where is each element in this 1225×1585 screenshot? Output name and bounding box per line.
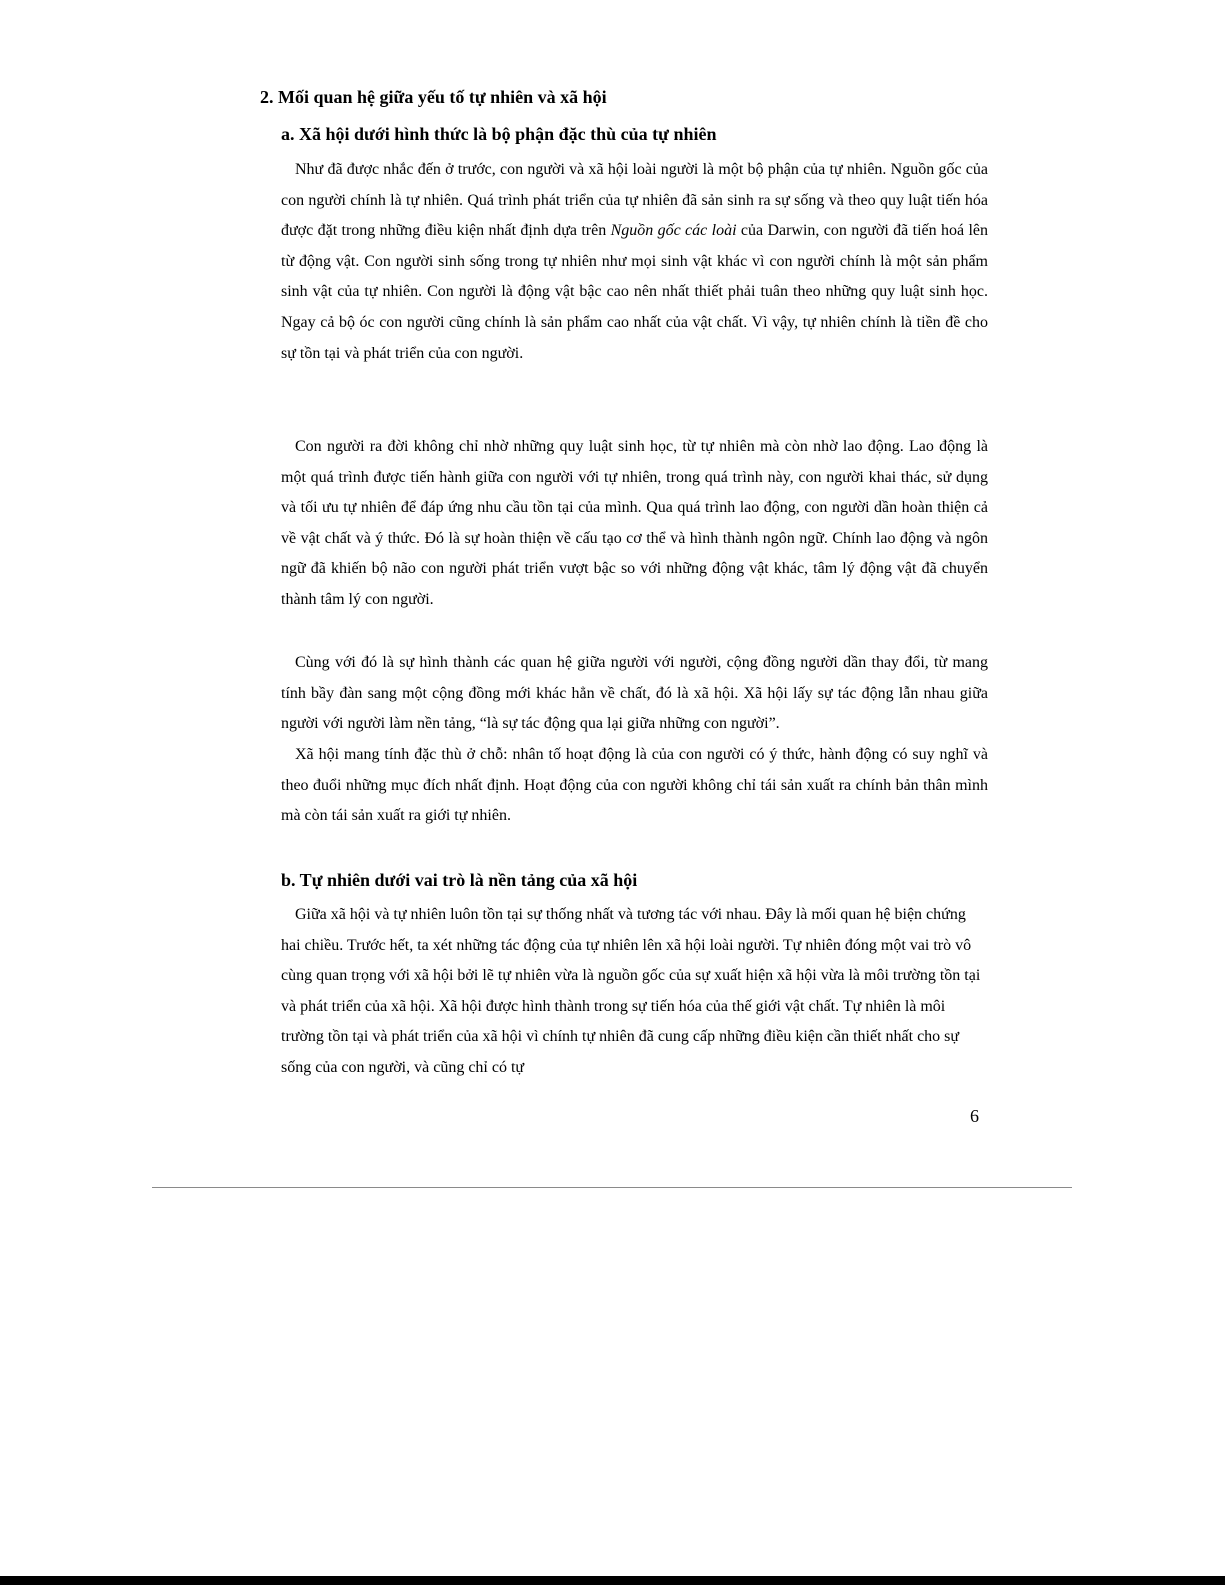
paragraph-5: Giữa xã hội và tự nhiên luôn tồn tại sự thống nhất và tương tác với nhau. Đây là mối quan hệ biện chứng hai chiều. Trước hết, ta xét những tác động của tự nhiên lên xã hội loài người. Tự nhiên đóng một vai trò vô cùng quan trọng với xã hội bởi lẽ tự nhiên vừa là nguồn gốc của sự xuất hiện xã hội vừa là môi trường tồn tại và phát triển của xã hội. Xã hội được hình thành trong sự tiến hóa của thế giới vật chất. Tự nhiên là môi trường tồn tại và phát triển của xã hội vì chính tự nhiên đã cung cấp những điều kiện cần thiết nhất cho sự sống của con người, và cũng chỉ có tự — [281, 906, 981, 1076]
paragraph-1 — [281, 155, 988, 369]
paragraph-3: Cùng với đó là sự hình thành các quan hệ giữa người với người, cộng đồng người dần thay đổi, từ mang tính bầy đàn sang một cộng đồng mới khác hẳn về chất, đó là xã hội. Xã hội lấy sự tác động lẫn nhau giữa người với người làm nền tảng, “là sự tác động qua lại giữa những con người”. — [281, 654, 988, 733]
page-break-divider — [152, 1187, 1072, 1188]
book-title-italic: Nguồn gốc các loài — [610, 222, 737, 240]
paragraph-1-text-end: của Darwin, con người đã tiến hoá lên từ động vật. Con người sinh sống trong tự nhiên như mọi sinh vật khác vì con người chính là một sản phẩm sinh vật của tự nhiên. Con người là động vật bậc cao nên nhất thiết phải tuân theo những quy luật sinh học. Ngay cả bộ óc con người cũng chính là sản phẩm cao nhất của vật chất. Vì vậy, tự nhiên chính là tiền đề cho sự tồn tại và phát triển của con người. — [281, 222, 988, 362]
paragraph-1-text-start: Như đã được nhắc đến ở trước, con người và xã hội loài người là một bộ phận của tự nhiên. Nguồn gốc của con người chính là tự nhiên. Quá trình phát triển của tự nhiên đã sản sinh ra sự sống và theo quy luật tiến hóa được đặt trong những điều kiện nhất định dựa trên — [281, 161, 988, 240]
paragraph-2: Con người ra đời không chỉ nhờ những quy luật sinh học, từ tự nhiên mà còn nhờ lao động. Lao động là một quá trình được tiến hành giữa con người với tự nhiên, trong quá trình này, con người khai thác, sử dụng và tối ưu tự nhiên để đáp ứng nhu cầu tồn tại của mình. Qua quá trình lao động, con người dần hoàn thiện cả về vật chất và ý thức. Đó là sự hoàn thiện về cấu tạo cơ thể và hình thành ngôn ngữ. Chính lao động và ngôn ngữ đã khiến bộ não con người phát triển vượt bậc so với những động vật khác, tâm lý động vật đã chuyển thành tâm lý con người. — [281, 438, 988, 608]
subsection-b-heading: b. Tự nhiên dưới vai trò là nền tảng của xã hội — [281, 870, 638, 890]
bottom-edge-bar — [0, 1576, 1225, 1585]
paragraph-4: Xã hội mang tính đặc thù ở chỗ: nhân tố hoạt động là của con người có ý thức, hành động có suy nghĩ và theo đuổi những mục đích nhất định. Hoạt động của con người không chỉ tái sản xuất ra chính bản thân mình mà còn tái sản xuất ra giới tự nhiên. — [281, 746, 988, 825]
page-number: 6 — [970, 1106, 979, 1126]
section-heading: 2. Mối quan hệ giữa yếu tố tự nhiên và xã hội — [260, 87, 607, 107]
subsection-a-heading: a. Xã hội dưới hình thức là bộ phận đặc thù của tự nhiên — [281, 124, 717, 144]
